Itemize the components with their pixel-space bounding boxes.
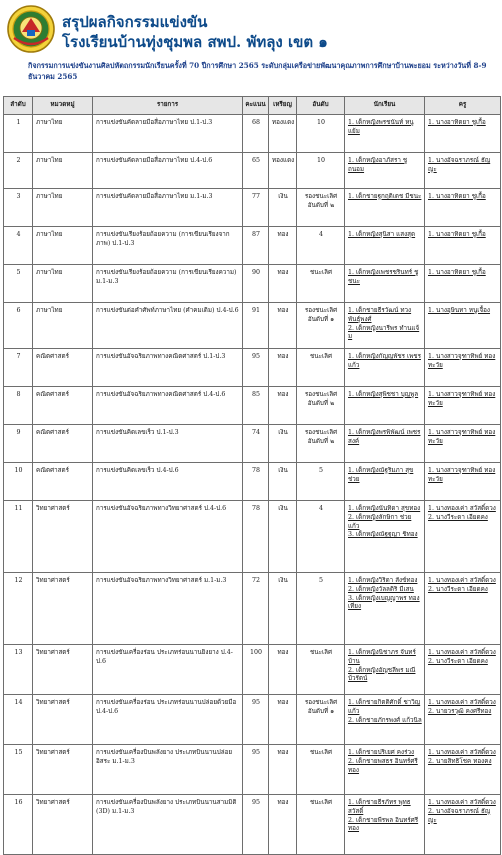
row-item: การแข่งขันเรียงร้อยถ้อยความ (การเขียนเรียงจากภาพ) ป.1-ป.3 [93,227,243,265]
row-students-entry: 2. เด็กหญิงลักษิกา ช่วยแก้ว [348,513,412,530]
row-students [345,227,425,265]
table-header-row [4,97,501,115]
row-category: วิทยาศาสตร์ [33,645,93,695]
row-medal: เงิน [269,573,297,645]
row-medal: ทอง [269,795,297,855]
row-score: 78 [243,463,269,501]
row-rank: 5 [297,463,345,501]
row-rank: รองชนะเลิศอันดับที่ ๒ [297,387,345,425]
row-students [345,573,425,645]
row-medal: ทอง [269,227,297,265]
row-number: 2 [4,153,33,189]
row-medal: ทอง [269,349,297,387]
row-teachers [425,463,501,501]
row-rank: ชนะเลิศ [297,795,345,855]
activity-description: กิจกรรมการแข่งขันงานศิลปหัตถกรรมนักเรียนครั้งที่ 70 ปีการศึกษา 2565 ระดับกลุ่มเครือข่ายพัฒนาคุณภาพการศึกษาบ้านพะยอม ระหว่างวันที่ 8-9 ธันวาคม 2565 [28,61,487,81]
row-teachers [425,745,501,795]
row-students [345,463,425,501]
row-teachers-entry: 1. นางอุษินทา หนูเจื้อง [428,307,491,314]
row-medal: ทอง [269,387,297,425]
row-rank: 4 [297,501,345,573]
row-medal: ทองแดง [269,153,297,189]
row-category: คณิตศาสตร์ [33,349,93,387]
row-category: คณิตศาสตร์ [33,425,93,463]
row-students-entry: 1. เด็กหญิงสุพิชชา บุญพูล [348,391,419,398]
row-score: 68 [243,115,269,153]
row-item: การแข่งขันคิดเลขเร็ว ป.4-ป.6 [93,463,243,501]
row-category: คณิตศาสตร์ [33,387,93,425]
row-students [345,695,425,745]
table-row [4,695,501,745]
row-teachers-entry: 2. นางวีระดา เอียดคง [428,585,488,593]
row-rank: 10 [297,115,345,153]
row-teachers-entry: 1. นางทองเค่า สวัสดิ์ดวง [428,799,496,806]
row-number: 12 [4,573,33,645]
row-rank: รองชนะเลิศอันดับที่ ๑ [297,303,345,349]
header-score: คะแนน [243,97,269,115]
row-students [345,795,425,855]
row-item: การแข่งขันคิดเลขเร็ว ป.1-ป.3 [93,425,243,463]
row-item: การแข่งขันคัดลายมือสื่อภาษาไทย ป.1-ป.3 [93,115,243,153]
row-students-entry: 1. เด็กหญิงพรชนันท์ หนูแย้ม [348,119,414,135]
row-score: 78 [243,501,269,573]
row-item: การแข่งขันอัจฉริยภาพทางคณิตศาสตร์ ป.1-ป.3 [93,349,243,387]
row-category: ภาษาไทย [33,265,93,303]
row-item: การแข่งขันเครื่องร่อน ประเภทร่อนนานปล่อยด้วยมือ ป.4-ป.6 [93,695,243,745]
row-number: 5 [4,265,33,303]
row-medal: ทอง [269,745,297,795]
row-rank: รองชนะเลิศอันดับที่ ๑ [297,695,345,745]
table-row [4,795,501,855]
table-row [4,189,501,227]
row-medal: เงิน [269,425,297,463]
row-teachers-entry: 1. นางสาวจุฑาทิพย์ ทองทะวัย [428,353,496,369]
row-teachers-entry: 1. นางทองเค่า สวัสดิ์ดวง [428,649,496,656]
row-students [345,645,425,695]
row-rank: 10 [297,153,345,189]
row-teachers [425,265,501,303]
row-medal: เงิน [269,501,297,573]
row-teachers-entry: 2. นายวรวุฒิ คงศรีทอง [428,707,492,715]
row-students [345,153,425,189]
row-teachers [425,349,501,387]
row-number: 16 [4,795,33,855]
row-students-entry: 3. เด็กหญิงณัฐฐญา ชิทอง [348,531,418,539]
row-students-entry: 2. เด็กหญิงวัลลติริ มีเสน [348,585,414,593]
table-row [4,645,501,695]
row-students [345,425,425,463]
row-students-entry: 2. เด็กหญิงนารีพร ทำนแจ้ม [348,324,420,341]
row-students-entry: 1. เด็กหญิงพรพิพัฒน์ เพชรสงค์ [348,429,421,445]
row-rank: ชนะเลิศ [297,645,345,695]
table-row [4,115,501,153]
row-number: 4 [4,227,33,265]
row-item: การแข่งขันคัดลายมือสื่อภาษาไทย ป.4-ป.6 [93,153,243,189]
row-students [345,387,425,425]
header-no: ลำดับ [4,97,33,115]
row-teachers-entry: 2. นางอัจฉราภรณ์ ธัญญะ [428,807,491,824]
row-teachers-entry: 1. นางสาวจุฑาทิพย์ ทองทะวัย [428,391,496,407]
table-row [4,265,501,303]
row-medal: ทอง [269,695,297,745]
row-score: 95 [243,795,269,855]
row-students [345,303,425,349]
row-students-entry: 1. เด็กชายกิตติศักดิ์ ชาวิญแก้ว [348,699,421,715]
row-score: 72 [243,573,269,645]
row-score: 65 [243,153,269,189]
row-rank: รองชนะเลิศอันดับที่ ๒ [297,425,345,463]
row-item: การแข่งขันคัดลายมือสื่อภาษาไทย ม.1-ม.3 [93,189,243,227]
row-category: คณิตศาสตร์ [33,463,93,501]
row-number: 9 [4,425,33,463]
row-teachers-entry: 1. นางทองเค่า สวัสดิ์ดวง [428,749,496,756]
row-students [345,115,425,153]
row-number: 6 [4,303,33,349]
row-teachers [425,227,501,265]
row-medal: ทอง [269,645,297,695]
row-rank: ชนะเลิศ [297,265,345,303]
row-category: ภาษาไทย [33,115,93,153]
row-score: 90 [243,265,269,303]
row-students-entry: 1. เด็กชายฐกฤติเดช มีชนะ [348,193,422,200]
row-teachers-entry: 1. นางทองเค่า สวัสดิ์ดวง [428,577,496,584]
row-score: 74 [243,425,269,463]
row-teachers [425,115,501,153]
row-teachers-entry: 1. นางทองเค่า สวัสดิ์ดวง [428,505,496,512]
table-row [4,303,501,349]
row-students-entry: 1. เด็กหญิงสุนิสา แสงสุด [348,231,416,238]
row-teachers-entry: 1. นางอาทิตยา ชูเกื้อ [428,269,486,276]
row-category: ภาษาไทย [33,153,93,189]
row-score: 95 [243,349,269,387]
row-rank: 5 [297,573,345,645]
row-item: การแข่งขันเครื่องบินพลังยาง ประเภทบินนานสามมิติ (3D) ม.1-ม.3 [93,795,243,855]
row-students-entry: 1. เด็กชายธีรภัทร พุทธสวัสดิ์ [348,799,411,815]
row-students-entry: 1. เด็กชายธีรวัฒน์ ทวงพันธุ์พงศ์ [348,307,412,323]
row-score: 87 [243,227,269,265]
school-name: โรงเรียนบ้านทุ่งชุมพล สพป. พัทลุง เขต ๑ [62,33,328,51]
row-teachers [425,153,501,189]
row-students-entry: 1. เด็กหญิงณัฐริมภา สุขช่วย [348,467,414,483]
row-category: วิทยาศาสตร์ [33,501,93,573]
row-teachers-entry: 2. นายสิทธิโชค ทองคง [428,757,492,765]
row-teachers [425,303,501,349]
table-row [4,227,501,265]
header-students: นักเรียน [345,97,425,115]
row-teachers [425,573,501,645]
row-score: 91 [243,303,269,349]
row-category: วิทยาศาสตร์ [33,573,93,645]
row-teachers [425,501,501,573]
row-rank: ชนะเลิศ [297,745,345,795]
row-teachers [425,189,501,227]
row-teachers [425,645,501,695]
row-medal: ทอง [269,265,297,303]
row-category: ภาษาไทย [33,227,93,265]
results-table [3,96,501,855]
row-item: การแข่งขันเครื่องบินพลังยาง ประเภทบินนานปล่อยอิสระ ม.1-ม.3 [93,745,243,795]
row-item: การแข่งขันเรียงร้อยถ้อยความ (การเขียนเรียงความ) ม.1-ม.3 [93,265,243,303]
row-students [345,501,425,573]
header-teachers: ครู [425,97,501,115]
row-students-entry: 2. เด็กชายพีรพล อินทร์ศรีทอง [348,816,419,833]
row-medal: ทอง [269,303,297,349]
row-teachers-entry: 1. นางอัจฉราภรณ์ ธัญญะ [428,157,491,173]
row-category: วิทยาศาสตร์ [33,745,93,795]
row-rank: ชนะเลิศ [297,349,345,387]
row-category: ภาษาไทย [33,189,93,227]
row-teachers-entry: 2. นางวีระดา เอียดคง [428,513,488,521]
row-score: 85 [243,387,269,425]
header-medal: เหรียญ [269,97,297,115]
row-number: 8 [4,387,33,425]
row-teachers-entry: 2. นางวีระดา เอียดคง [428,657,488,665]
row-item: การแข่งขันต่อคำศัพท์ภาษาไทย (คำคมเดิม) ป.4-ป.6 [93,303,243,349]
row-number: 14 [4,695,33,745]
row-students-entry: 2. เด็กชายพสธร อินทร์ศรีทอง [348,757,418,774]
table-row [4,573,501,645]
row-teachers-entry: 1. นางสาวจุฑาทิพย์ ทองทะวัย [428,429,496,445]
row-students [345,189,425,227]
row-item: การแข่งขันอัจฉริยภาพทางวิทยาศาสตร์ ป.4-ป.6 [93,501,243,573]
row-teachers-entry: 1. นางสาวจุฑาทิพย์ ทองทะวัย [428,467,496,483]
row-students [345,349,425,387]
row-number: 3 [4,189,33,227]
row-students-entry: 1. เด็กหญิงกัญญพัชร เพชรแก้ว [348,353,421,369]
row-students [345,745,425,795]
row-score: 100 [243,645,269,695]
row-number: 7 [4,349,33,387]
row-teachers [425,695,501,745]
row-teachers [425,795,501,855]
row-medal: ทองแดง [269,115,297,153]
row-teachers-entry: 1. นางอาทิตยา ชูเกื้อ [428,231,486,238]
row-category: ภาษาไทย [33,303,93,349]
page-title: สรุปผลกิจกรรมแข่งขัน [62,13,208,31]
row-item: การแข่งขันอัจฉริยภาพทางคณิตศาสตร์ ป.4-ป.6 [93,387,243,425]
row-students-entry: 1. เด็กหญิงเพชรชรินทร์ ชูชนะ [348,269,419,285]
table-row [4,349,501,387]
row-teachers-entry: 1. นางทองเค่า สวัสดิ์ดวง [428,699,496,706]
row-students-entry: 1. เด็กหญิงนันทิดา สุขทอง [348,505,421,512]
row-item: การแข่งขันเครื่องร่อน ประเภทร่อนนานยิงยาง ป.4-ป.6 [93,645,243,695]
row-number: 15 [4,745,33,795]
row-students-entry: 1. เด็กหญิงนิชาภร จันทร์บ้าน [348,649,416,665]
header-category: หมวดหมู่ [33,97,93,115]
row-item: การแข่งขันอัจฉริยภาพทางวิทยาศาสตร์ ม.1-ม.3 [93,573,243,645]
row-teachers [425,387,501,425]
row-students-entry: 2. เด็กชายภักรพงศ์ แก้วนิล [348,716,422,724]
row-students-entry: 1. เด็กหญิงวิริดา สังข์ทอง [348,577,418,584]
row-category: วิทยาศาสตร์ [33,695,93,745]
row-students-entry: 1. เด็กหญิงอาภัสรา ชูถนอม [348,157,408,173]
row-teachers [425,425,501,463]
row-score: 95 [243,745,269,795]
table-row [4,153,501,189]
table-row [4,501,501,573]
table-row [4,463,501,501]
row-number: 10 [4,463,33,501]
row-number: 13 [4,645,33,695]
row-students-entry: 3. เด็กหญิงเบญญาพร ทองเที่ยง [348,594,420,611]
row-rank: รองชนะเลิศอันดับที่ ๒ [297,189,345,227]
row-medal: เงิน [269,189,297,227]
row-score: 95 [243,695,269,745]
document-header [6,4,496,56]
row-rank: 4 [297,227,345,265]
table-row [4,387,501,425]
table-row [4,745,501,795]
row-teachers-entry: 1. นางอาทิตยา ชูเกื้อ [428,193,486,200]
row-medal: เงิน [269,463,297,501]
row-students-entry: 1. เด็กชายปริเยศ คงร่วง [348,749,415,756]
row-score: 77 [243,189,269,227]
row-teachers-entry: 1. นางอาทิตยา ชูเกื้อ [428,119,486,126]
row-category: วิทยาศาสตร์ [33,795,93,855]
row-number: 1 [4,115,33,153]
row-students-entry: 2. เด็กหญิงอัญชลีพร มณีบ้วรัตน์ [348,666,416,683]
row-students [345,265,425,303]
table-row [4,425,501,463]
header-item: รายการ [93,97,243,115]
school-emblem-icon [6,4,56,54]
header-rank: อันดับ [297,97,345,115]
row-number: 11 [4,501,33,573]
